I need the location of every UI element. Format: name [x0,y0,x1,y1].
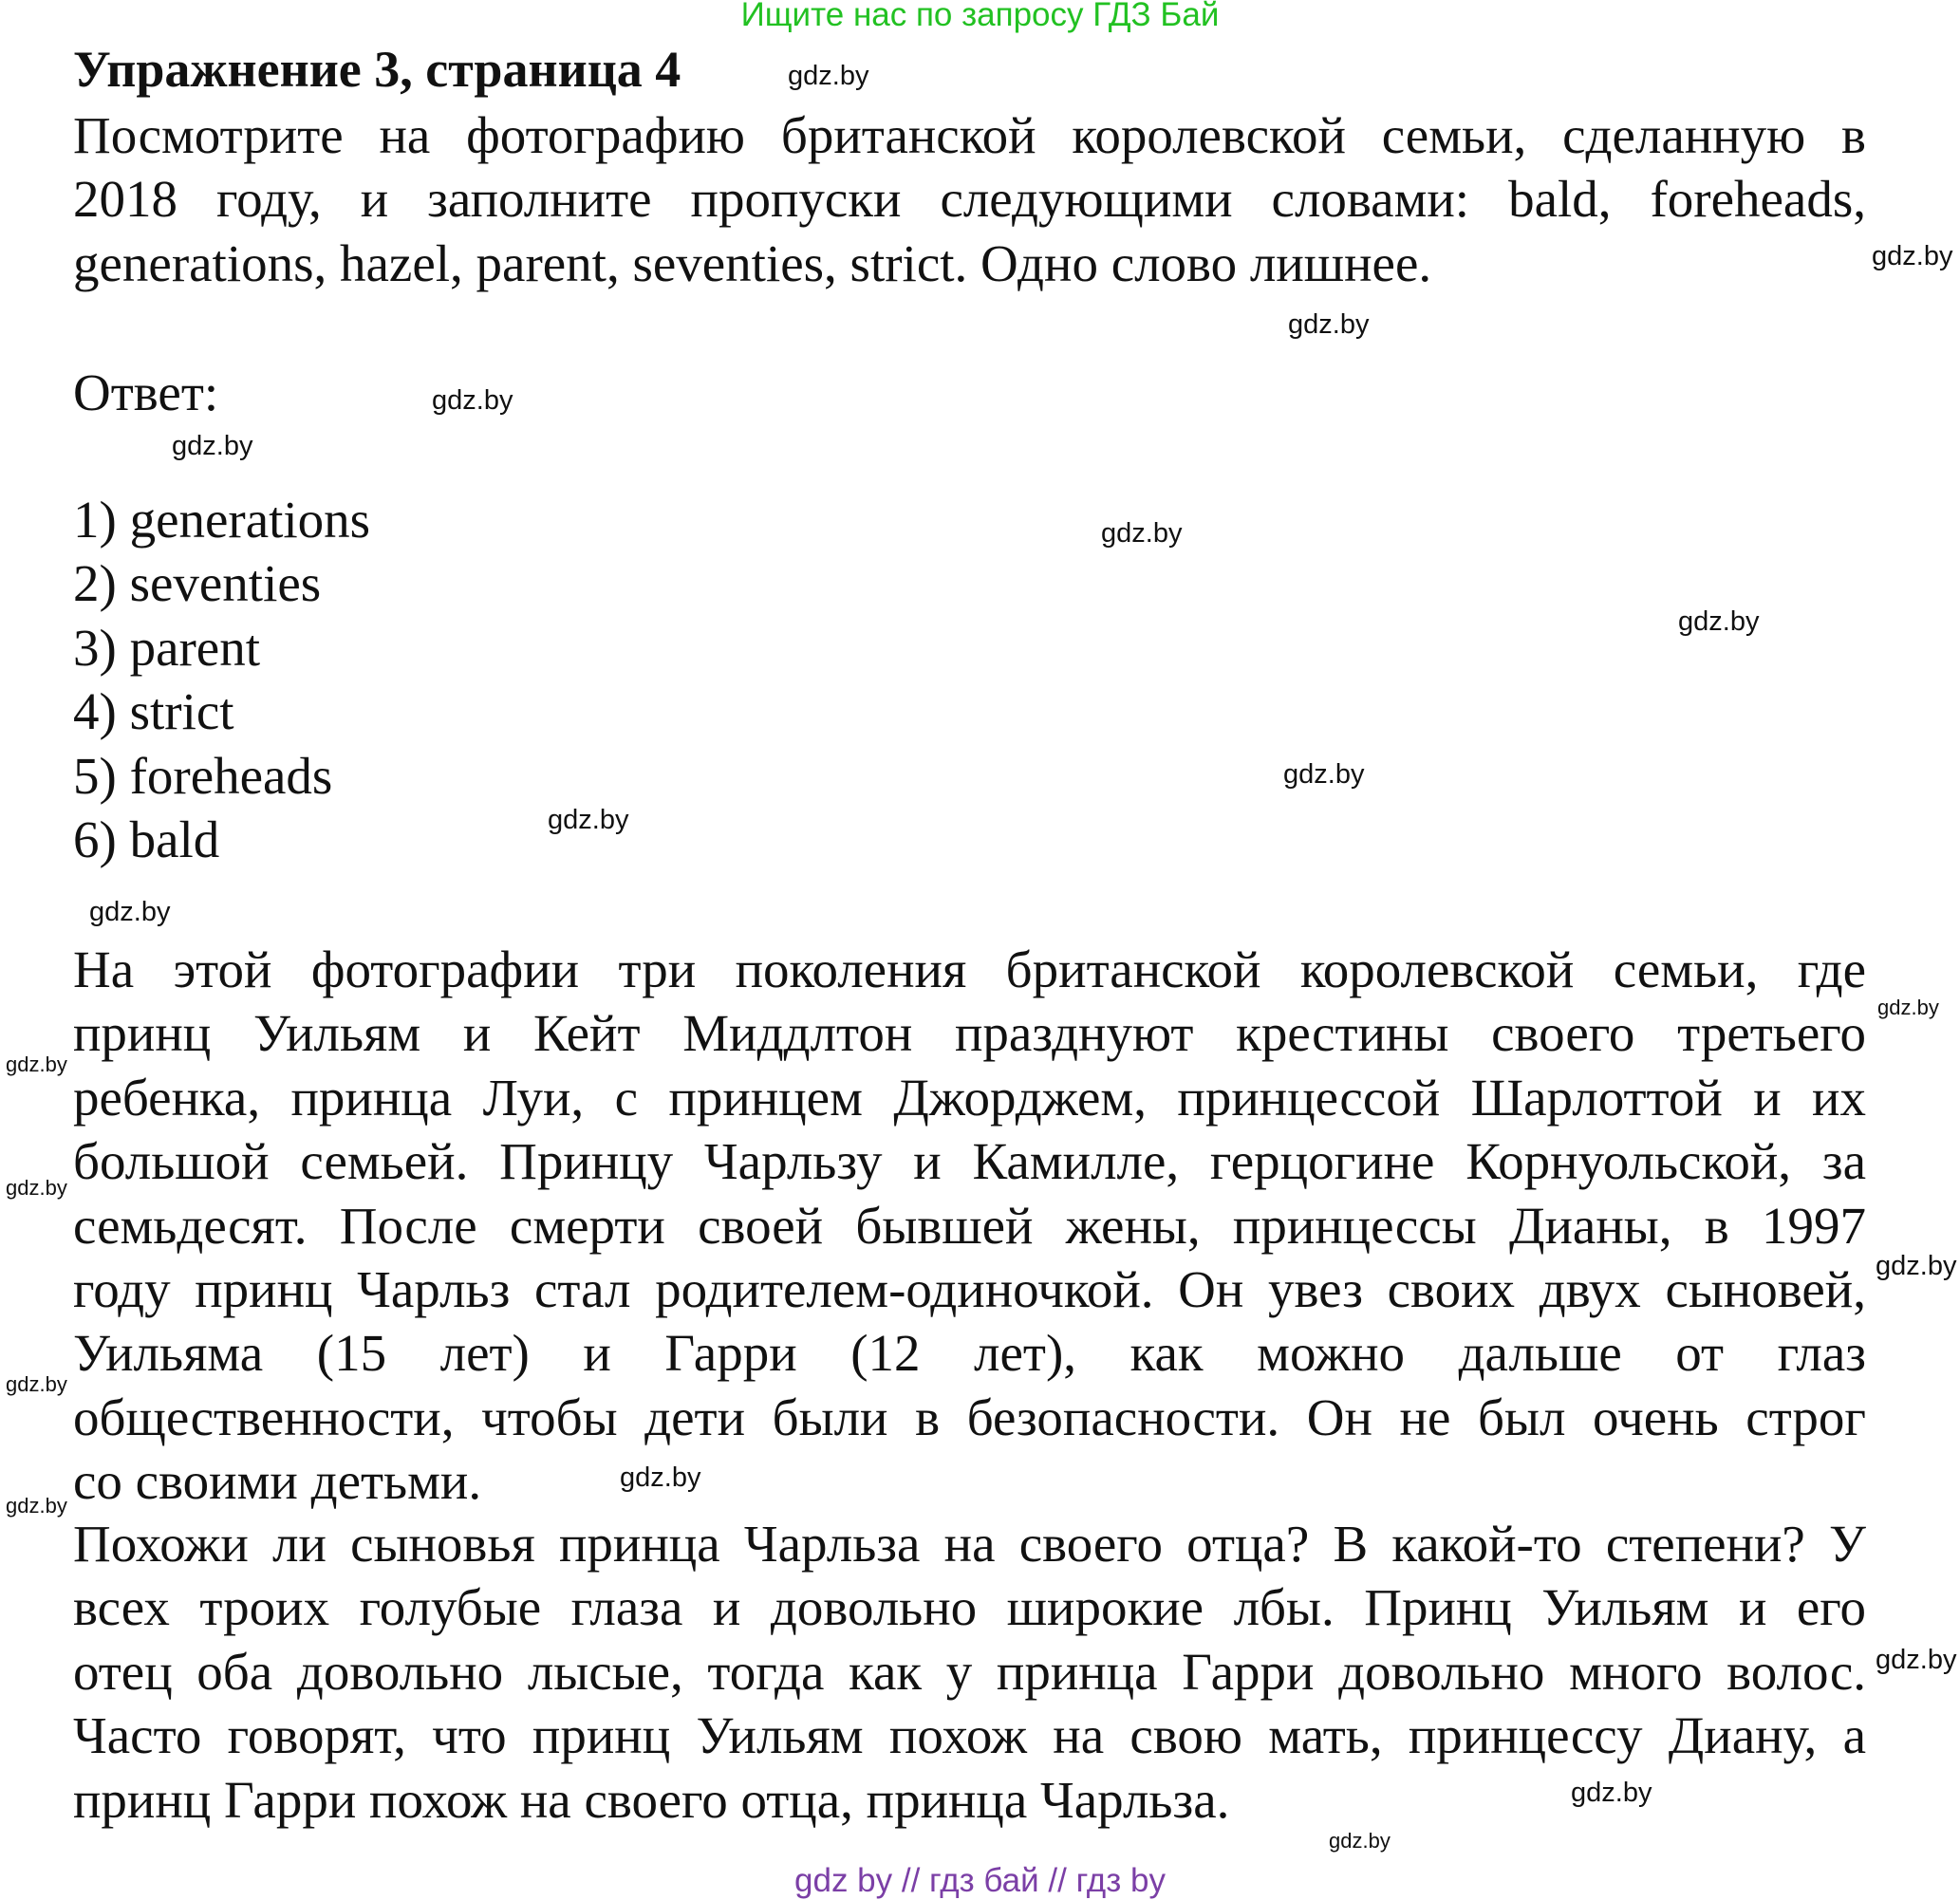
task-line: Посмотрите на фотографию британской королевской семьи, сделанную в [73,106,1866,164]
task-line: 2018 году, и заполните пропуски следующими словами: bald, foreheads, [73,170,1866,229]
paragraph-line: Похожи ли сыновья принца Чарльза на своего отца? В какой-то степени? У [73,1515,1866,1573]
paragraph-line: ребенка, принца Луи, с принцем Джорджем, принцессой Шарлоттой и их [73,1068,1866,1127]
watermark: gdz.by [432,385,513,416]
watermark: gdz.by [1571,1778,1652,1808]
watermark: gdz.by [1877,996,1939,1019]
watermark: gdz.by [1678,606,1760,637]
paragraph-line: принц Уильям и Кейт Миддлтон празднуют крестины своего третьего [73,1004,1866,1063]
search-hint-banner: Ищите нас по запросу ГДЗ Бай [740,0,1220,33]
paragraph-line: со своими детьми. [73,1452,482,1511]
watermark: gdz.by [6,1372,67,1396]
answer-item: 3) parent [73,618,260,677]
answer-item: 6) bald [73,810,220,868]
answer-item: 1) generations [73,491,371,549]
answer-label: Ответ: [73,363,219,421]
watermark: gdz.by [1876,1251,1957,1281]
watermark: gdz.by [6,1176,67,1200]
watermark: gdz.by [548,805,629,835]
answer-item: 4) strict [73,682,234,741]
watermark: gdz.by [172,431,253,461]
paragraph-line: году принц Чарльз стал родителем-одиночкой. Он увез своих двух сыновей, [73,1260,1866,1318]
paragraph-line: Часто говорят, что принц Уильям похож на свою мать, принцессу Диану, а [73,1706,1866,1765]
answer-item: 5) foreheads [73,746,333,805]
paragraph-line: общественности, чтобы дети были в безопасности. Он не был очень строг [73,1388,1866,1446]
footer-banner: gdz by // гдз бай // гдз by [794,1862,1166,1899]
watermark: gdz.by [1329,1829,1391,1853]
paragraph-line: семьдесят. После смерти своей бывшей жены, принцессы Дианы, в 1997 [73,1196,1866,1255]
task-line: generations, hazel, parent, seventies, strict. Одно слово лишнее. [73,233,1432,292]
watermark: gdz.by [1876,1645,1957,1675]
watermark: gdz.by [6,1052,67,1076]
paragraph-line: отец оба довольно лысые, тогда как у принца Гарри довольно много волос. [73,1642,1866,1701]
watermark: gdz.by [620,1462,701,1493]
exercise-title: Упражнение 3, страница 4 [73,41,681,98]
paragraph-line: большой семьей. Принцу Чарльзу и Камилле, герцогине Корнуольской, за [73,1132,1866,1191]
watermark: gdz.by [1283,759,1365,790]
paragraph-line: всех троих голубые глаза и довольно широкие лбы. Принц Уильям и его [73,1578,1866,1637]
watermark: gdz.by [1872,241,1953,271]
watermark: gdz.by [1101,518,1183,549]
watermark: gdz.by [788,61,869,91]
paragraph-line: принц Гарри похож на своего отца, принца Чарльза. [73,1770,1230,1829]
watermark: gdz.by [6,1494,67,1518]
paragraph-line: На этой фотографии три поколения британской королевской семьи, где [73,941,1866,998]
answer-item: 2) seventies [73,554,322,613]
paragraph-line: Уильяма (15 лет) и Гарри (12 лет), как можно дальше от глаз [73,1324,1866,1383]
watermark: gdz.by [1288,309,1370,340]
watermark: gdz.by [89,897,171,927]
